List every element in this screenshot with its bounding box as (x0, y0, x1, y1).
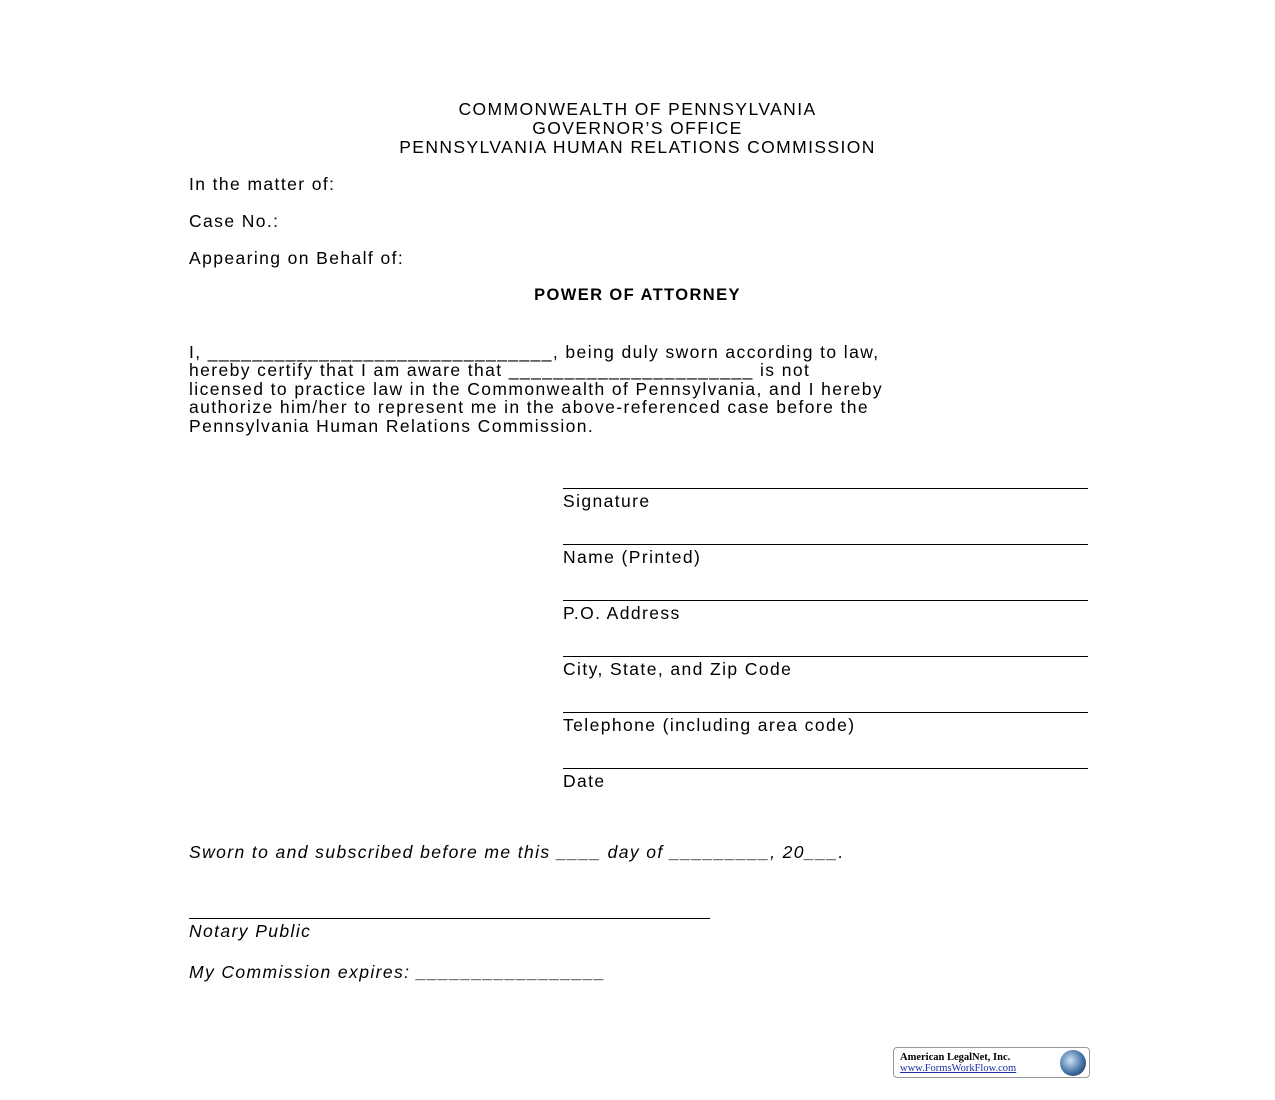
name-label: Name (Printed) (563, 547, 702, 567)
date-label: Date (563, 771, 606, 791)
sworn-statement: Sworn to and subscribed before me this ____ day of _________, 20___. (189, 842, 845, 862)
city-label: City, State, and Zip Code (563, 659, 793, 679)
commission-expires: My Commission expires: _________________ (189, 962, 606, 982)
notary-label: Notary Public (189, 921, 312, 941)
paragraph-line: I, _______________________________, being duly sworn according to law, (189, 342, 880, 362)
globe-icon (1060, 1050, 1086, 1076)
notary-signature-line (189, 918, 710, 919)
header-line-1: COMMONWEALTH OF PENNSYLVANIA (458, 99, 817, 119)
header-line-3: PENNSYLVANIA HUMAN RELATIONS COMMISSION (399, 137, 876, 157)
date-field (563, 768, 1088, 791)
telephone-field (563, 712, 1088, 735)
signature-field (563, 488, 1088, 511)
header-line-2: GOVERNOR’S OFFICE (532, 118, 743, 138)
address-label: P.O. Address (563, 603, 681, 623)
city-field (563, 656, 1088, 679)
name-field (563, 544, 1088, 567)
logo-url-link[interactable]: www.FormsWorkFlow.com (900, 1063, 1017, 1074)
paragraph-line: authorize him/her to represent me in the above-referenced case before the (189, 397, 870, 417)
paragraph-line: Pennsylvania Human Relations Commission. (189, 416, 595, 436)
matter-label: In the matter of: (189, 174, 336, 194)
telephone-label: Telephone (including area code) (563, 715, 856, 735)
behalf-label: Appearing on Behalf of: (189, 248, 405, 268)
logo-name: American LegalNet, Inc. (900, 1052, 1011, 1063)
paragraph-line: hereby certify that I am aware that ______________________ is not (189, 360, 811, 380)
signature-label: Signature (563, 491, 651, 511)
paragraph-line: licensed to practice law in the Commonwealth of Pennsylvania, and I hereby (189, 379, 884, 399)
document-title: POWER OF ATTORNEY (534, 286, 741, 304)
address-field (563, 600, 1088, 623)
case-no-label: Case No.: (189, 211, 280, 231)
american-legalnet-logo[interactable] (893, 1047, 1090, 1078)
